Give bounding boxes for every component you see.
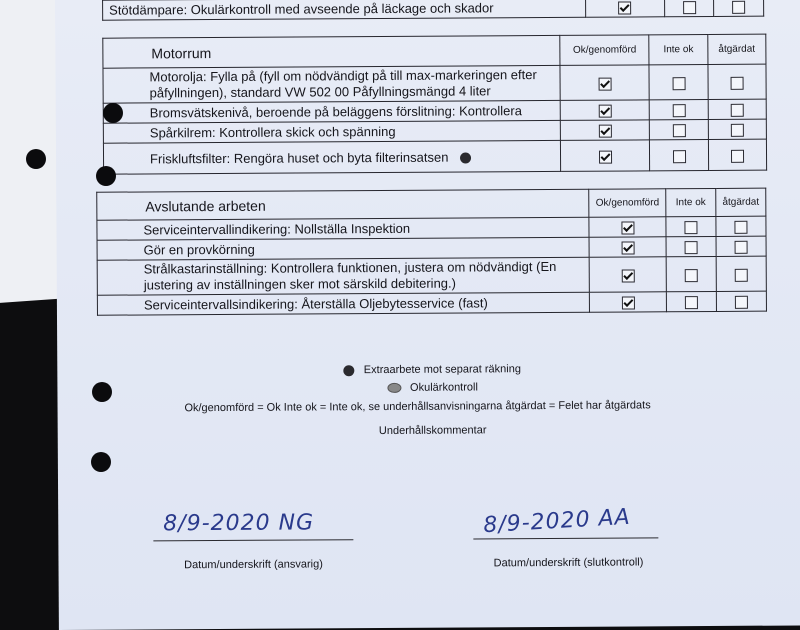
checkbox-not-ok[interactable]	[673, 150, 686, 163]
row-label: Serviceintervallsindikering: Återställa Oljebytesservice (fast)	[97, 292, 589, 315]
signature-right: 8/9-2020 AA	[482, 504, 632, 539]
checkbox-fixed[interactable]	[735, 296, 748, 309]
checkbox-not-ok[interactable]	[685, 296, 698, 309]
caption-left: Datum/underskrift (ansvarig)	[184, 558, 323, 572]
checkbox-ok[interactable]	[598, 77, 611, 90]
table-header-row	[103, 34, 766, 68]
row-label: Gör en provkörning	[97, 237, 589, 260]
row-label: Bromsvätskenivå, beroende på beläggens förslitning: Kontrollera	[103, 100, 560, 123]
signature-line-left	[153, 539, 353, 541]
row-label: Strålkastarinställning: Kontrollera funktionen, justera om nödvändigt (En justering av inställningen sker mot särskild debitering.)	[97, 257, 590, 295]
checkbox-fixed[interactable]	[731, 124, 744, 137]
legend-visual	[262, 381, 602, 395]
table-row	[103, 0, 764, 20]
checkbox-ok[interactable]	[599, 150, 612, 163]
checkbox-fixed[interactable]	[731, 104, 744, 117]
signature-line-right	[473, 537, 658, 539]
checkbox-not-ok[interactable]	[672, 77, 685, 90]
checkbox-not-ok[interactable]	[672, 124, 685, 137]
col-header-ok: Ok/genomförd	[560, 35, 650, 66]
motorrum-table	[102, 34, 767, 175]
checkbox-ok[interactable]	[621, 269, 634, 282]
row-label: Stötdämpare: Okulärkontroll med avseende på läckage och skador	[103, 0, 586, 20]
table-row	[97, 291, 766, 315]
checkbox-ok[interactable]	[618, 2, 631, 15]
table-row	[103, 64, 766, 103]
checkbox-ok[interactable]	[621, 221, 634, 234]
maintenance-comment-label: Underhållskommentar	[378, 424, 487, 438]
row-label: Serviceintervallindikering: Nollställa Inspektion	[97, 217, 589, 240]
checkbox-ok[interactable]	[621, 241, 634, 254]
col-header-fixed: åtgärdat	[716, 188, 766, 216]
punch-hole	[103, 103, 123, 123]
row-label: Motorolja: Fylla på (fyll om nödvändigt på till max-markeringen efter påfyllningen), standard VW 502 00 Påfyllningsmängd 4 liter	[103, 65, 560, 103]
checkbox-not-ok[interactable]	[685, 269, 698, 282]
checkbox-fixed[interactable]	[732, 1, 745, 14]
table-row	[103, 139, 766, 174]
checkbox-ok[interactable]	[622, 296, 635, 309]
punch-hole	[96, 166, 116, 186]
punch-hole	[26, 149, 46, 169]
caption-right: Datum/underskrift (slutkontroll)	[493, 556, 644, 570]
checkbox-not-ok[interactable]	[683, 1, 696, 14]
checkbox-fixed[interactable]	[730, 76, 743, 89]
checkbox-fixed[interactable]	[731, 149, 744, 162]
checkbox-not-ok[interactable]	[685, 241, 698, 254]
service-form-sheet	[55, 0, 800, 630]
checkbox-fixed[interactable]	[734, 221, 747, 234]
eye-icon	[387, 383, 401, 393]
extra-work-dot-icon	[460, 152, 471, 163]
section-title: Avslutande arbeten	[97, 189, 589, 220]
section-title: Motorrum	[103, 35, 560, 68]
checkbox-fixed[interactable]	[735, 268, 748, 281]
avslutande-table	[96, 188, 767, 316]
table-header-row	[97, 188, 766, 220]
extra-work-dot-icon	[344, 365, 355, 376]
col-header-not-ok: Inte ok	[649, 35, 707, 65]
row-label: Spårkilrem: Kontrollera skick och spänning	[103, 120, 560, 143]
signature-left: 8/9-2020 NG	[163, 510, 315, 537]
checkbox-not-ok[interactable]	[672, 104, 685, 117]
checkbox-not-ok[interactable]	[684, 221, 697, 234]
legend-key: Ok/genomförd = Ok Inte ok = Inte ok, se underhållsanvisningarna åtgärdat = Felet har åtgärdats	[184, 399, 651, 415]
row-label: Friskluftsfilter: Rengöra huset och byta filterinsatsen	[149, 149, 449, 166]
legend-extra-text: Extraarbete mot separat räkning	[363, 363, 521, 377]
legend-visual-text: Okulärkontroll	[409, 381, 478, 394]
checkbox-ok[interactable]	[599, 125, 612, 138]
legend-extra	[262, 363, 602, 377]
checkbox-fixed[interactable]	[735, 241, 748, 254]
punch-hole	[92, 382, 112, 402]
table-row	[97, 256, 766, 295]
checkbox-ok[interactable]	[598, 105, 611, 118]
top-row-table	[102, 0, 764, 21]
col-header-ok: Ok/genomförd	[589, 189, 666, 217]
col-header-fixed: åtgärdat	[707, 34, 765, 64]
punch-hole	[91, 452, 111, 472]
col-header-not-ok: Inte ok	[666, 188, 716, 216]
